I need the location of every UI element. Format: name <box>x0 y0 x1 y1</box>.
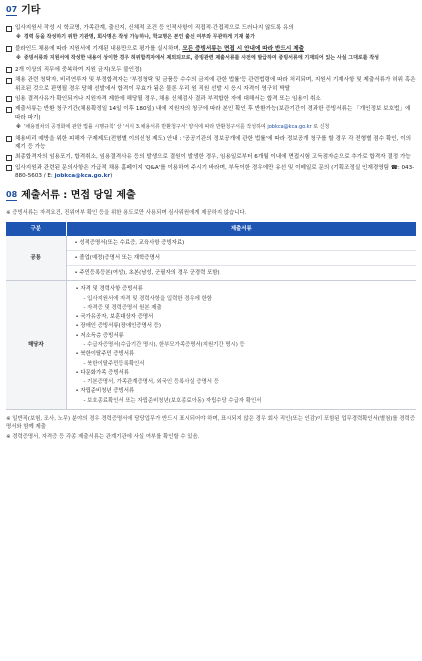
bullet-item: • 장애인 증빙서류(장애인증명서 등) <box>75 323 161 330</box>
checkbox-icon <box>6 26 12 32</box>
bullet-item: • 자격 및 경력사항 증빙서류 <box>75 286 143 293</box>
sub-item: - 입사지원서에 자격 및 경력사항을 입력한 경우에 한함 <box>83 295 213 302</box>
sub-item: - 수급자증명서(수급기간 명시), 한부모가족증명서(지원기간 명시) 등 <box>83 341 245 348</box>
checkbox-icon <box>6 107 12 113</box>
footnote: ※ 일반직(보험, 조사, 노무) 분야의 경우 경력증명서에 담당업무가 반드시 표시되어야 하며, 표시되지 않은 경우 회사 직인(또는 인감)이 포함된 업무경력확인서(별첨)를 경력증명서와 함께 제출 <box>6 416 415 431</box>
list-item: 채용비리 예방을 위한 피해자 구제제도(전형별 이의신청 제도) 안내 : '공공기관의 정보공개에 관한 법률'에 따라 정보공개 청구를 할 경우 각 전형별 점수 확인, 이의제기 등 가능 <box>6 135 416 152</box>
email-link[interactable]: jobkca@kca.go.kr <box>267 124 312 131</box>
section-08-header <box>6 191 416 201</box>
checkbox-icon <box>6 136 12 142</box>
checkbox-icon <box>6 46 12 52</box>
column-header-documents: 제출서류 <box>66 222 416 236</box>
note: ※ 증빙서류와 지원서에 작성한 내용이 상이한 경우 허위합격자에서 제외되므로, 증빙관련 제출서류를 사전에 발급하여 증빙서류에 기재되어 있는 사실 그대로를 작성 <box>16 55 379 62</box>
documents-table <box>6 222 416 410</box>
sub-item: - 북한이탈주민등록확인서 <box>83 360 145 367</box>
section-07-header <box>6 6 416 16</box>
sub-item: - 기본증명서, 가족관계증명서, 외국인 등록사실 증명서 등 <box>83 379 219 386</box>
bullet-item: • 다문화가족 증빙서류 <box>75 369 129 376</box>
bullet-item: • 자립준비청년 증빙서류 <box>75 388 135 395</box>
checkbox-icon <box>6 67 12 73</box>
checkbox-icon <box>6 96 12 102</box>
list-item: 제출서류는 반환 청구기간(채용확정일 14일 이후 180일) 내에 지원자의 청구에 따라 본인 확인 후 반환가능(보관기간이 경과한 증빙서류는 「개인정보 보호법」에 따라 파기) <box>6 105 416 122</box>
list-item: 2개 이상의 직무에 중복하여 지원 금지(모두 불인정) <box>6 66 416 74</box>
bullet-item: • 국가유공자, 보훈대상자 증명서 <box>75 314 154 321</box>
footnote: ※ 경력증명서, 자격증 등 각종 제출서류는 관계기관에 사실 여부를 확인할 수 있음. <box>6 434 200 441</box>
section-08 <box>6 191 416 442</box>
highlight-text: 모든 증빙서류는 면접 시 안내에 따라 반드시 제출 <box>182 45 305 52</box>
bullet-item: • 저소득층 증빙서류 <box>75 332 124 339</box>
sub-item: - 자격증 및 경력증명서 원본 제출 <box>83 304 162 311</box>
category-common: 공통 <box>6 236 66 281</box>
list-item: 입사지원과 관련된 문의사항은 가급적 채용 홈페이지 'Q&A'를 이용하여 주시기 바라며, 부득이한 경우에만 유선 및 이메일로 문의 (기획조정실 인재경영팀 ☎: 043-880-5603 / E: jobkca@kca.go.kr) <box>6 164 416 181</box>
table-cell: • 성적증명서(또는 수료증, 교육사항 증빙자료) <box>67 236 417 251</box>
checkbox-icon <box>6 165 12 171</box>
list-item: 채용 관련 청탁자, 비리연루자 및 부정합격자는 '부정청탁 및 금품등 수수의 금지에 관한 법률'등 관련법령에 따라 처리되며, 지원서 기재사항 및 제출서류가 허위 혹은 위조된 것으로 판명될 경우 당해 선발에서 합격이 무효가 됨은 물론 우리 원 직원 선발 시 응시 자격이 영구히 박탈 <box>6 76 416 93</box>
table-cell: • 주민등록등본(여성), 초본(남성, 군필자의 경우 군경력 포함) <box>74 269 220 276</box>
sub-item: - 보호종료확인서 또는 자립준비청년(보호종료아동) 자립수당 수급자 확인서 <box>83 397 262 404</box>
section-08-number: 08 <box>6 189 18 199</box>
section-07-list <box>6 24 416 181</box>
section-07-title: 기타 <box>21 5 41 16</box>
note: ※ '채용절차의 공정화에 관한 법률 시행규칙' 상 '서식 3.채용서류 반환청구서' 양식에 따라 반환청구서를 작성하여 jobkca@kca.go.kr 로 신청 <box>16 124 330 131</box>
table-cell: • 졸업(예정)증명서 또는 재학증명서 <box>67 251 417 266</box>
section-08-intro: ※ 증빙서류는 자격요건, 진위여부 확인 등을 위한 용도로만 사용되며 심사위원에게 제공하지 않습니다. <box>6 209 247 216</box>
section-07-number: 07 <box>6 5 18 14</box>
list-item: 최종합격자의 임용포기, 합격취소, 임용결격사유 등의 발생으로 결원이 발생한 경우, 임용일로부터 6개월 이내에 면접시험 고득점자순으로 추가로 합격자 결정 가능 <box>6 153 416 161</box>
email-link[interactable]: jobkca@kca.go.kr <box>54 173 111 180</box>
bullet-item: • 북한이탈주민 증빙서류 <box>75 351 135 358</box>
list-item: 입사지원서 작성 시 학교명, 가족관계, 출신지, 신체적 조건 등 인적사항이 직접적·간접적으로 드러나지 않도록 유의 <box>6 24 416 32</box>
list-item: 블라인드 채용에 따라 지원서에 기재된 내용만으로 평가를 실시하며, 모든 증빙서류는 면접 시 안내에 따라 반드시 제출 <box>6 45 416 53</box>
checkbox-icon <box>6 155 12 161</box>
table-header-row <box>6 222 416 236</box>
table-row <box>6 281 416 410</box>
column-header-category: 구분 <box>6 222 66 236</box>
note: ※ 경력 등을 작성하기 위한 기관명, 회사명은 작성 가능하나, 학교명은 본인 출신 여부와 무관하게 기재 불가 <box>16 34 255 41</box>
table-cell <box>67 281 417 409</box>
footnotes <box>6 415 416 441</box>
category-applicable: 해당자 <box>6 281 66 410</box>
section-08-title: 제출서류 : 면접 당일 제출 <box>21 189 136 201</box>
table-row <box>6 236 416 281</box>
list-item: 임용 결격사유가 확인되거나 지원자격 제한에 해당될 경우, 채용 신체검사 결과 부적합한 자에 대해서는 합격 또는 임용이 취소 <box>6 95 416 103</box>
checkbox-icon <box>6 78 12 84</box>
